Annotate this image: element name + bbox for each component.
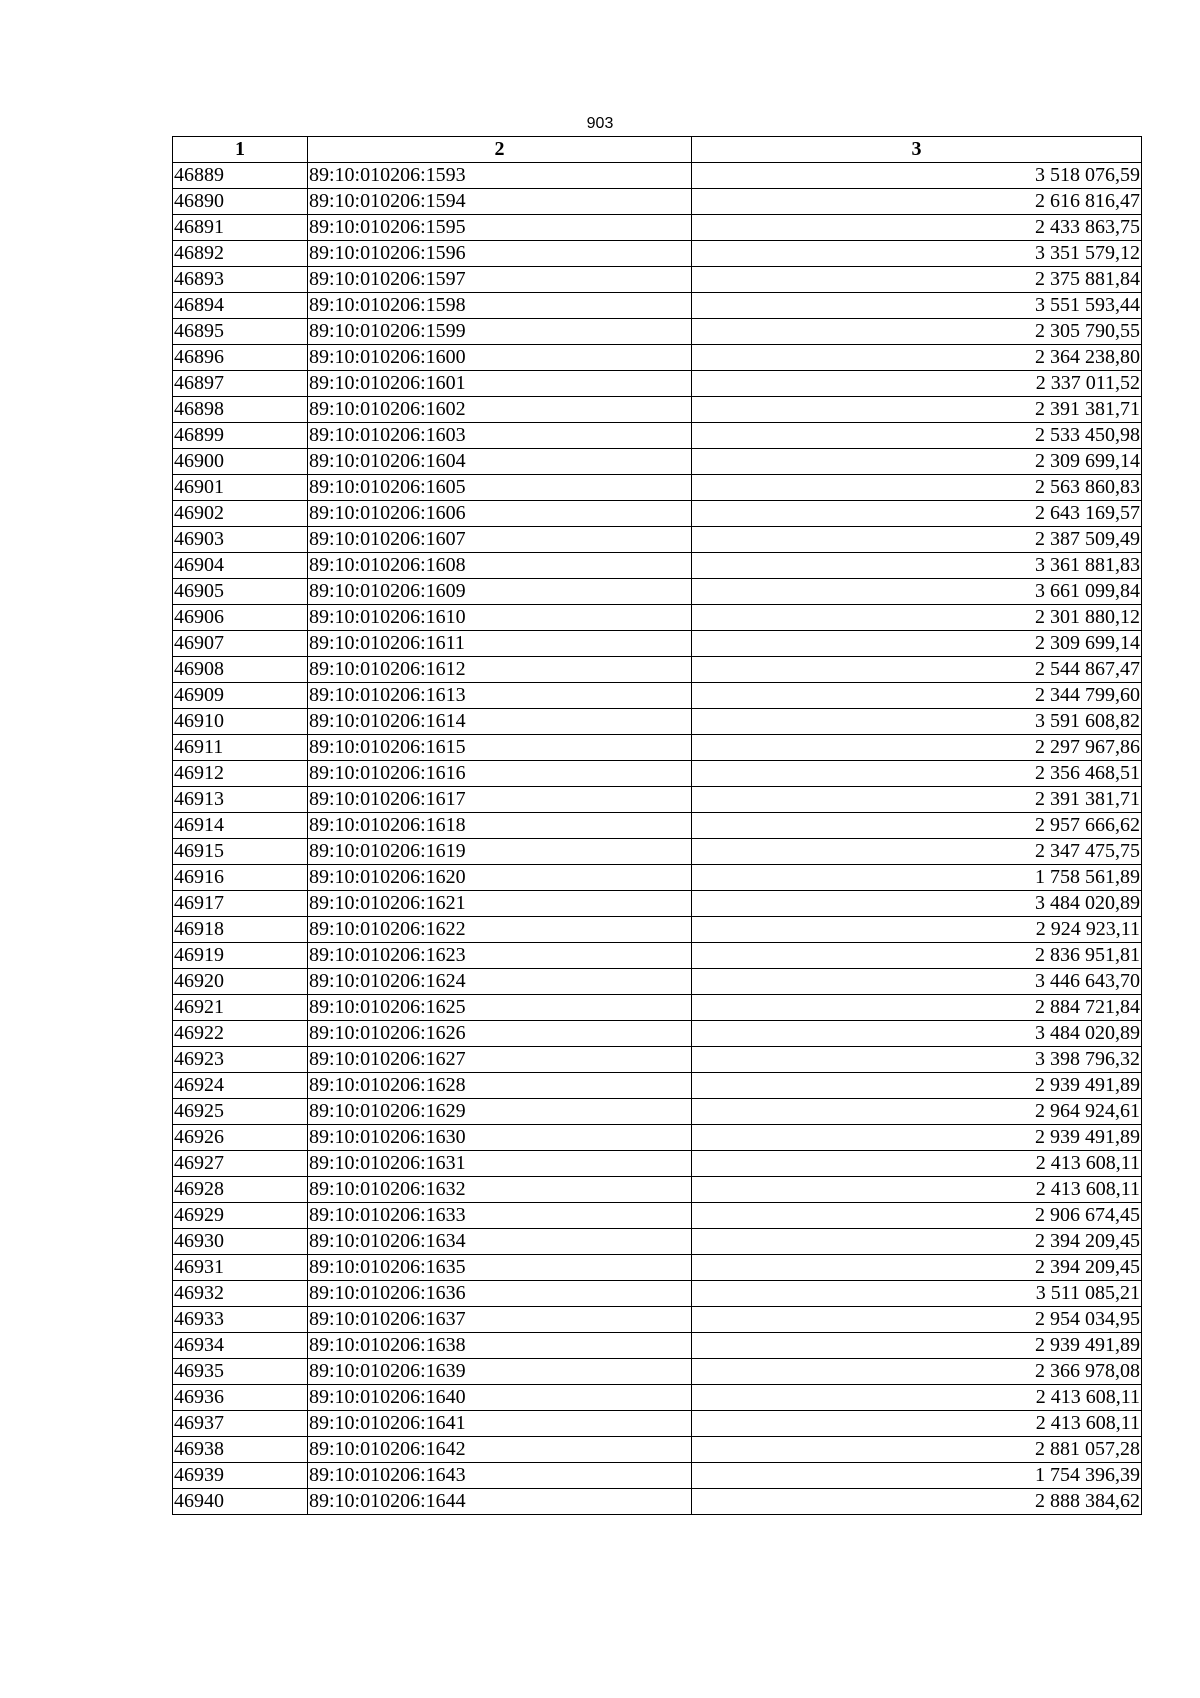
cadastral-number-cell: 89:10:010206:1597 [308,267,692,293]
cadastral-number-cell: 89:10:010206:1619 [308,839,692,865]
cadastral-value-cell: 3 398 796,32 [692,1047,1142,1073]
cadastral-number-cell: 89:10:010206:1617 [308,787,692,813]
row-number-cell: 46922 [173,1021,308,1047]
cadastral-value-cell: 2 309 699,14 [692,631,1142,657]
cadastral-value-cell: 2 939 491,89 [692,1125,1142,1151]
cadastral-number-cell: 89:10:010206:1627 [308,1047,692,1073]
row-number-cell: 46935 [173,1359,308,1385]
table-row [173,813,1142,839]
table-row [173,865,1142,891]
register-table [172,136,1142,1515]
table-row [173,969,1142,995]
row-number-cell: 46897 [173,371,308,397]
row-number-cell: 46906 [173,605,308,631]
cadastral-number-cell: 89:10:010206:1600 [308,345,692,371]
cadastral-value-cell: 3 361 881,83 [692,553,1142,579]
cadastral-number-cell: 89:10:010206:1598 [308,293,692,319]
table-row [173,371,1142,397]
table-row [173,163,1142,189]
row-number-cell: 46925 [173,1099,308,1125]
table-row [173,1125,1142,1151]
column-header-2: 2 [308,137,692,163]
cadastral-number-cell: 89:10:010206:1620 [308,865,692,891]
table-row [173,423,1142,449]
table-row [173,215,1142,241]
table-row [173,891,1142,917]
row-number-cell: 46894 [173,293,308,319]
cadastral-value-cell: 2 544 867,47 [692,657,1142,683]
table-row [173,345,1142,371]
cadastral-value-cell: 2 964 924,61 [692,1099,1142,1125]
cadastral-number-cell: 89:10:010206:1607 [308,527,692,553]
cadastral-value-cell: 3 511 085,21 [692,1281,1142,1307]
row-number-cell: 46915 [173,839,308,865]
cadastral-number-cell: 89:10:010206:1642 [308,1437,692,1463]
cadastral-value-cell: 2 394 209,45 [692,1229,1142,1255]
cadastral-number-cell: 89:10:010206:1637 [308,1307,692,1333]
cadastral-value-cell: 2 297 967,86 [692,735,1142,761]
cadastral-value-cell: 2 884 721,84 [692,995,1142,1021]
cadastral-number-cell: 89:10:010206:1628 [308,1073,692,1099]
cadastral-value-cell: 1 754 396,39 [692,1463,1142,1489]
cadastral-value-cell: 2 616 816,47 [692,189,1142,215]
column-header-1: 1 [173,137,308,163]
cadastral-value-cell: 1 758 561,89 [692,865,1142,891]
table-row [173,475,1142,501]
row-number-cell: 46904 [173,553,308,579]
cadastral-value-cell: 2 957 666,62 [692,813,1142,839]
table-row [173,1385,1142,1411]
table-row [173,553,1142,579]
cadastral-number-cell: 89:10:010206:1611 [308,631,692,657]
cadastral-value-cell: 3 484 020,89 [692,1021,1142,1047]
row-number-cell: 46907 [173,631,308,657]
cadastral-value-cell: 2 413 608,11 [692,1411,1142,1437]
cadastral-value-cell: 2 356 468,51 [692,761,1142,787]
cadastral-value-cell: 2 433 863,75 [692,215,1142,241]
cadastral-number-cell: 89:10:010206:1621 [308,891,692,917]
cadastral-value-cell: 2 375 881,84 [692,267,1142,293]
cadastral-value-cell: 2 939 491,89 [692,1333,1142,1359]
cadastral-value-cell: 3 351 579,12 [692,241,1142,267]
cadastral-value-cell: 2 364 238,80 [692,345,1142,371]
cadastral-number-cell: 89:10:010206:1610 [308,605,692,631]
table-row [173,1437,1142,1463]
table-row [173,293,1142,319]
table-header [173,137,1142,163]
table-row [173,579,1142,605]
row-number-cell: 46939 [173,1463,308,1489]
cadastral-value-cell: 2 347 475,75 [692,839,1142,865]
cadastral-number-cell: 89:10:010206:1599 [308,319,692,345]
table-row [173,267,1142,293]
cadastral-number-cell: 89:10:010206:1606 [308,501,692,527]
row-number-cell: 46932 [173,1281,308,1307]
row-number-cell: 46928 [173,1177,308,1203]
cadastral-number-cell: 89:10:010206:1640 [308,1385,692,1411]
cadastral-number-cell: 89:10:010206:1596 [308,241,692,267]
cadastral-value-cell: 3 591 608,82 [692,709,1142,735]
table-row [173,995,1142,1021]
cadastral-number-cell: 89:10:010206:1613 [308,683,692,709]
cadastral-number-cell: 89:10:010206:1602 [308,397,692,423]
cadastral-number-cell: 89:10:010206:1639 [308,1359,692,1385]
row-number-cell: 46890 [173,189,308,215]
cadastral-value-cell: 2 888 384,62 [692,1489,1142,1515]
cadastral-value-cell: 2 391 381,71 [692,787,1142,813]
row-number-cell: 46914 [173,813,308,839]
row-number-cell: 46936 [173,1385,308,1411]
table-row [173,839,1142,865]
cadastral-value-cell: 3 551 593,44 [692,293,1142,319]
cadastral-number-cell: 89:10:010206:1624 [308,969,692,995]
table-row [173,683,1142,709]
row-number-cell: 46921 [173,995,308,1021]
cadastral-value-cell: 2 301 880,12 [692,605,1142,631]
row-number-cell: 46901 [173,475,308,501]
cadastral-number-cell: 89:10:010206:1635 [308,1255,692,1281]
row-number-cell: 46930 [173,1229,308,1255]
cadastral-number-cell: 89:10:010206:1633 [308,1203,692,1229]
cadastral-number-cell: 89:10:010206:1604 [308,449,692,475]
table-row [173,735,1142,761]
cadastral-number-cell: 89:10:010206:1629 [308,1099,692,1125]
table-row [173,1203,1142,1229]
row-number-cell: 46934 [173,1333,308,1359]
cadastral-number-cell: 89:10:010206:1641 [308,1411,692,1437]
cadastral-value-cell: 2 387 509,49 [692,527,1142,553]
row-number-cell: 46933 [173,1307,308,1333]
row-number-cell: 46905 [173,579,308,605]
cadastral-number-cell: 89:10:010206:1608 [308,553,692,579]
cadastral-value-cell: 2 413 608,11 [692,1385,1142,1411]
cadastral-value-cell: 2 881 057,28 [692,1437,1142,1463]
row-number-cell: 46926 [173,1125,308,1151]
cadastral-value-cell: 2 344 799,60 [692,683,1142,709]
table-row [173,241,1142,267]
cadastral-number-cell: 89:10:010206:1623 [308,943,692,969]
table-row [173,1177,1142,1203]
cadastral-number-cell: 89:10:010206:1622 [308,917,692,943]
cadastral-value-cell: 2 309 699,14 [692,449,1142,475]
table-row [173,1463,1142,1489]
cadastral-number-cell: 89:10:010206:1632 [308,1177,692,1203]
cadastral-number-cell: 89:10:010206:1594 [308,189,692,215]
table-row [173,1281,1142,1307]
row-number-cell: 46917 [173,891,308,917]
table-row [173,917,1142,943]
cadastral-number-cell: 89:10:010206:1612 [308,657,692,683]
row-number-cell: 46913 [173,787,308,813]
cadastral-value-cell: 2 924 923,11 [692,917,1142,943]
row-number-cell: 46889 [173,163,308,189]
row-number-cell: 46938 [173,1437,308,1463]
row-number-cell: 46912 [173,761,308,787]
cadastral-value-cell: 2 337 011,52 [692,371,1142,397]
cadastral-value-cell: 2 906 674,45 [692,1203,1142,1229]
table-row [173,1359,1142,1385]
cadastral-number-cell: 89:10:010206:1605 [308,475,692,501]
cadastral-number-cell: 89:10:010206:1630 [308,1125,692,1151]
table-row [173,1489,1142,1515]
table-row [173,1151,1142,1177]
table-row [173,761,1142,787]
header-row [173,137,1142,163]
row-number-cell: 46920 [173,969,308,995]
cadastral-value-cell: 2 563 860,83 [692,475,1142,501]
table-row [173,397,1142,423]
row-number-cell: 46891 [173,215,308,241]
row-number-cell: 46909 [173,683,308,709]
cadastral-value-cell: 3 661 099,84 [692,579,1142,605]
table-row [173,631,1142,657]
cadastral-number-cell: 89:10:010206:1626 [308,1021,692,1047]
row-number-cell: 46896 [173,345,308,371]
row-number-cell: 46899 [173,423,308,449]
row-number-cell: 46937 [173,1411,308,1437]
cadastral-value-cell: 2 391 381,71 [692,397,1142,423]
cadastral-number-cell: 89:10:010206:1618 [308,813,692,839]
row-number-cell: 46898 [173,397,308,423]
table-row [173,527,1142,553]
cadastral-number-cell: 89:10:010206:1614 [308,709,692,735]
row-number-cell: 46927 [173,1151,308,1177]
table-row [173,1047,1142,1073]
row-number-cell: 46923 [173,1047,308,1073]
table-row [173,787,1142,813]
table-row [173,189,1142,215]
table-row [173,1333,1142,1359]
cadastral-number-cell: 89:10:010206:1616 [308,761,692,787]
cadastral-value-cell: 2 366 978,08 [692,1359,1142,1385]
row-number-cell: 46919 [173,943,308,969]
cadastral-number-cell: 89:10:010206:1638 [308,1333,692,1359]
table-row [173,1021,1142,1047]
cadastral-value-cell: 3 484 020,89 [692,891,1142,917]
cadastral-number-cell: 89:10:010206:1593 [308,163,692,189]
table-row [173,657,1142,683]
cadastral-number-cell: 89:10:010206:1631 [308,1151,692,1177]
cadastral-value-cell: 2 394 209,45 [692,1255,1142,1281]
table-row [173,605,1142,631]
row-number-cell: 46940 [173,1489,308,1515]
row-number-cell: 46892 [173,241,308,267]
row-number-cell: 46924 [173,1073,308,1099]
cadastral-number-cell: 89:10:010206:1625 [308,995,692,1021]
cadastral-number-cell: 89:10:010206:1595 [308,215,692,241]
cadastral-value-cell: 2 939 491,89 [692,1073,1142,1099]
table-row [173,709,1142,735]
cadastral-number-cell: 89:10:010206:1609 [308,579,692,605]
cadastral-number-cell: 89:10:010206:1634 [308,1229,692,1255]
table-row [173,449,1142,475]
row-number-cell: 46910 [173,709,308,735]
row-number-cell: 46916 [173,865,308,891]
cadastral-value-cell: 2 643 169,57 [692,501,1142,527]
cadastral-value-cell: 2 954 034,95 [692,1307,1142,1333]
cadastral-value-cell: 2 836 951,81 [692,943,1142,969]
table-row [173,943,1142,969]
row-number-cell: 46895 [173,319,308,345]
table-row [173,501,1142,527]
cadastral-value-cell: 3 518 076,59 [692,163,1142,189]
row-number-cell: 46900 [173,449,308,475]
cadastral-number-cell: 89:10:010206:1636 [308,1281,692,1307]
cadastral-number-cell: 89:10:010206:1615 [308,735,692,761]
cadastral-number-cell: 89:10:010206:1644 [308,1489,692,1515]
table-body [173,163,1142,1515]
cadastral-value-cell: 2 413 608,11 [692,1151,1142,1177]
table-row [173,1229,1142,1255]
table-row [173,1073,1142,1099]
row-number-cell: 46931 [173,1255,308,1281]
row-number-cell: 46903 [173,527,308,553]
row-number-cell: 46911 [173,735,308,761]
row-number-cell: 46918 [173,917,308,943]
page-number: 903 [586,115,614,132]
table-row [173,319,1142,345]
cadastral-number-cell: 89:10:010206:1643 [308,1463,692,1489]
column-header-3: 3 [692,137,1142,163]
row-number-cell: 46908 [173,657,308,683]
table-row [173,1255,1142,1281]
row-number-cell: 46893 [173,267,308,293]
cadastral-value-cell: 3 446 643,70 [692,969,1142,995]
cadastral-value-cell: 2 413 608,11 [692,1177,1142,1203]
table-row [173,1099,1142,1125]
table-row [173,1411,1142,1437]
row-number-cell: 46929 [173,1203,308,1229]
cadastral-value-cell: 2 305 790,55 [692,319,1142,345]
cadastral-number-cell: 89:10:010206:1601 [308,371,692,397]
cadastral-number-cell: 89:10:010206:1603 [308,423,692,449]
cadastral-value-cell: 2 533 450,98 [692,423,1142,449]
row-number-cell: 46902 [173,501,308,527]
table-row [173,1307,1142,1333]
